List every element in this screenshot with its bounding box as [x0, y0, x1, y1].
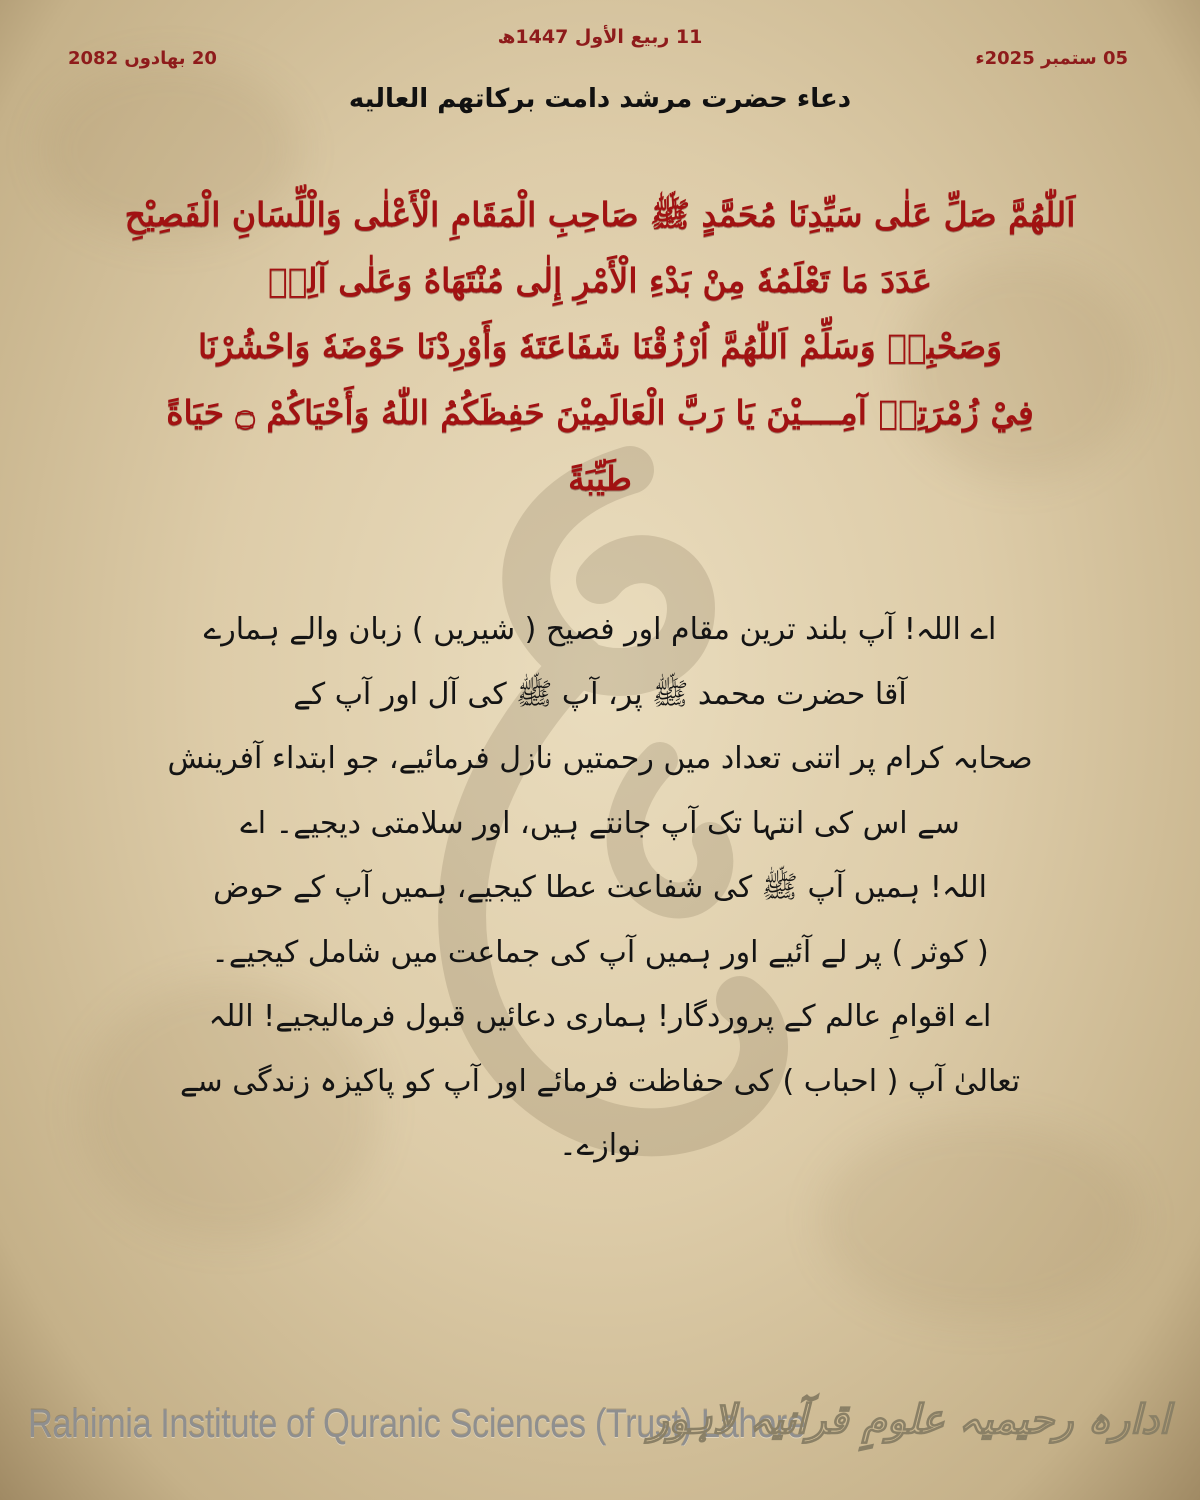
urdu-translation-line: سے اس کی انتہا تک آپ جانتے ہیں، اور سلامتی دیجیے۔ اے: [240, 805, 960, 841]
arabic-prayer-line: عَدَدَ مَا تَعْلَمُهٗ مِنْ بَدْءِ الْأَمْرِ إِلٰى مُنْتَهَاهُ وَعَلٰى آلِهٖ: [267, 261, 933, 300]
arabic-prayer-line: طَيِّبَةً: [568, 459, 632, 498]
urdu-translation-line: ( کوثر ) پر لے آئیے اور ہمیں آپ کی جماعت میں شامل کیجیے۔: [211, 934, 989, 970]
urdu-translation-line: آقا حضرت محمد ﷺ پر، آپ ﷺ کی آل اور آپ کے: [293, 676, 907, 712]
urdu-translation-line: صحابہ کرام پر اتنی تعداد میں رحمتیں نازل فرمائیے، جو ابتداء آفرینش: [167, 741, 1033, 776]
hijri-date: 11 ربیع الأول 1447ھ: [497, 26, 703, 48]
urdu-translation-line: اے اللہ! آپ بلند ترین مقام اور فصیح ( شیریں ) زبان والے ہمارے: [203, 612, 997, 647]
urdu-translation-line: اللہ! ہمیں آپ ﷺ کی شفاعت عطا کیجیے، ہمیں آپ کے حوض: [213, 870, 987, 905]
gregorian-date: 05 ستمبر 2025ء: [975, 48, 1128, 69]
urdu-translation-line: تعالیٰ آپ ( احباب ) کی حفاظت فرمائے اور آپ کو پاکیزہ زندگی سے: [179, 1063, 1021, 1099]
urdu-translation: [140, 598, 1060, 1179]
institute-logo-urdu: ادارہ رحیمیہ علومِ قرآنیہ لاہور: [649, 1396, 1170, 1443]
urdu-translation-line: اے اقوامِ عالم کے پروردگار! ہماری دعائیں قبول فرمالیجیے! اللہ: [208, 999, 992, 1034]
arabic-prayer-line: فِيْ زُمْرَتِهٖ آمِــــيْنَ يَا رَبَّ الْعَالَمِيْنَ حَفِظَكُمُ اللّٰهُ وَأَحْيَاكُمْ ۝ حَيَاةً: [166, 393, 1034, 432]
arabic-prayer: [60, 182, 1140, 512]
institute-name-english: Rahimia Institute of Quranic Sciences (Trust) Lahore: [28, 1402, 806, 1446]
page-title: دعاء حضرت مرشد دامت برکاتھم العالیه: [348, 84, 852, 114]
arabic-prayer-line: اَللّٰهُمَّ صَلِّ عَلٰى سَيِّدِنَا مُحَمَّدٍ ﷺ صَاحِبِ الْمَقَامِ الْأَعْلٰى وَالْلِّسَانِ الْفَصِيْحِ: [124, 195, 1076, 234]
arabic-prayer-line: وَصَحْبِهٖ وَسَلِّمْ اَللّٰهُمَّ اُرْزُقْنَا شَفَاعَتَهٗ وَأَوْرِدْنَا حَوْضَهٗ وَاحْشُرْنَا: [197, 327, 1003, 366]
bikrami-date: 20 بھادوں 2082: [68, 48, 217, 69]
urdu-translation-line: نوازے۔: [559, 1128, 641, 1163]
